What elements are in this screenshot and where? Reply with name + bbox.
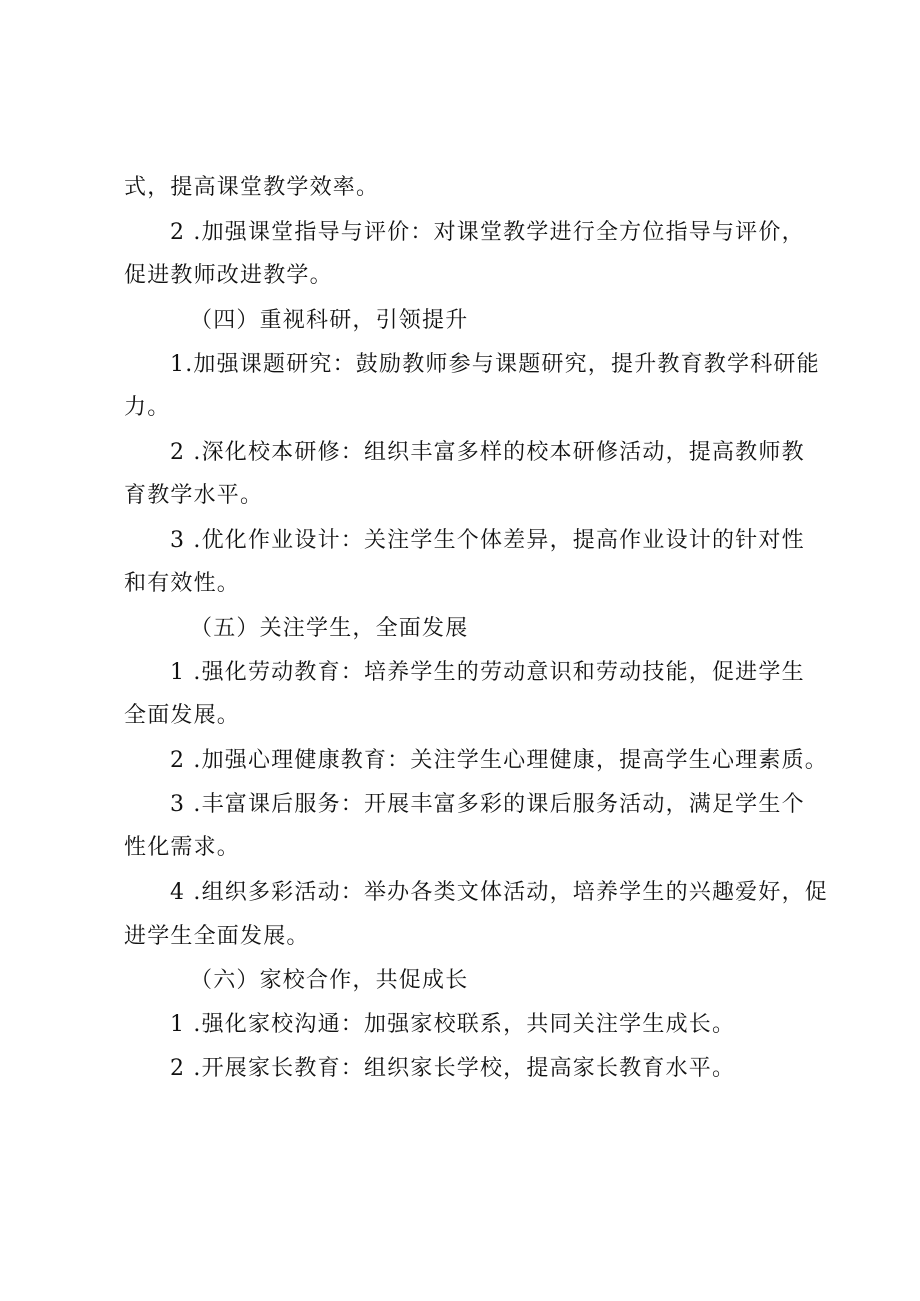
- list-item-heading: 1 .强化家校沟通：加强家校联系，共同关注学生成长。: [170, 1012, 736, 1037]
- paragraph-continuation: 进学生全面发展。: [124, 924, 310, 949]
- section-heading: （五）关注学生，全面发展: [190, 616, 469, 641]
- list-item-heading: 3 .丰富课后服务：开展丰富多彩的课后服务活动，满足学生个: [170, 792, 805, 817]
- paragraph-continuation: 育教学水平。: [124, 483, 264, 508]
- list-item-heading: 2 .加强课堂指导与评价：对课堂教学进行全方位指导与评价，: [170, 220, 805, 245]
- list-item-heading: 1.加强课题研究：鼓励教师参与课题研究，提升教育教学科研能: [170, 352, 820, 377]
- section-heading: （四）重视科研，引领提升: [190, 308, 469, 333]
- list-item-heading: 1 .强化劳动教育：培养学生的劳动意识和劳动技能，促进学生: [170, 660, 805, 685]
- list-item-heading: 3 .优化作业设计：关注学生个体差异，提高作业设计的针对性: [170, 528, 805, 553]
- list-item-heading: 2 .深化校本研修：组织丰富多样的校本研修活动，提高教师教: [170, 440, 805, 465]
- paragraph-continuation: 力。: [124, 395, 171, 420]
- list-item-heading: 2 .开展家长教育：组织家长学校，提高家长教育水平。: [170, 1056, 736, 1081]
- paragraph-continuation: 和有效性。: [124, 571, 241, 596]
- list-item-heading: 2 .加强心理健康教育：关注学生心理健康，提高学生心理素质。: [170, 748, 828, 773]
- list-item-heading: 4 .组织多彩活动：举办各类文体活动，培养学生的兴趣爱好，促: [170, 880, 828, 905]
- paragraph-continuation: 式，提高课堂教学效率。: [124, 175, 380, 200]
- paragraph-continuation: 性化需求。: [124, 835, 241, 860]
- paragraph-continuation: 全面发展。: [124, 703, 241, 728]
- section-heading: （六）家校合作，共促成长: [190, 968, 469, 993]
- paragraph-continuation: 促进教师改进教学。: [124, 263, 333, 288]
